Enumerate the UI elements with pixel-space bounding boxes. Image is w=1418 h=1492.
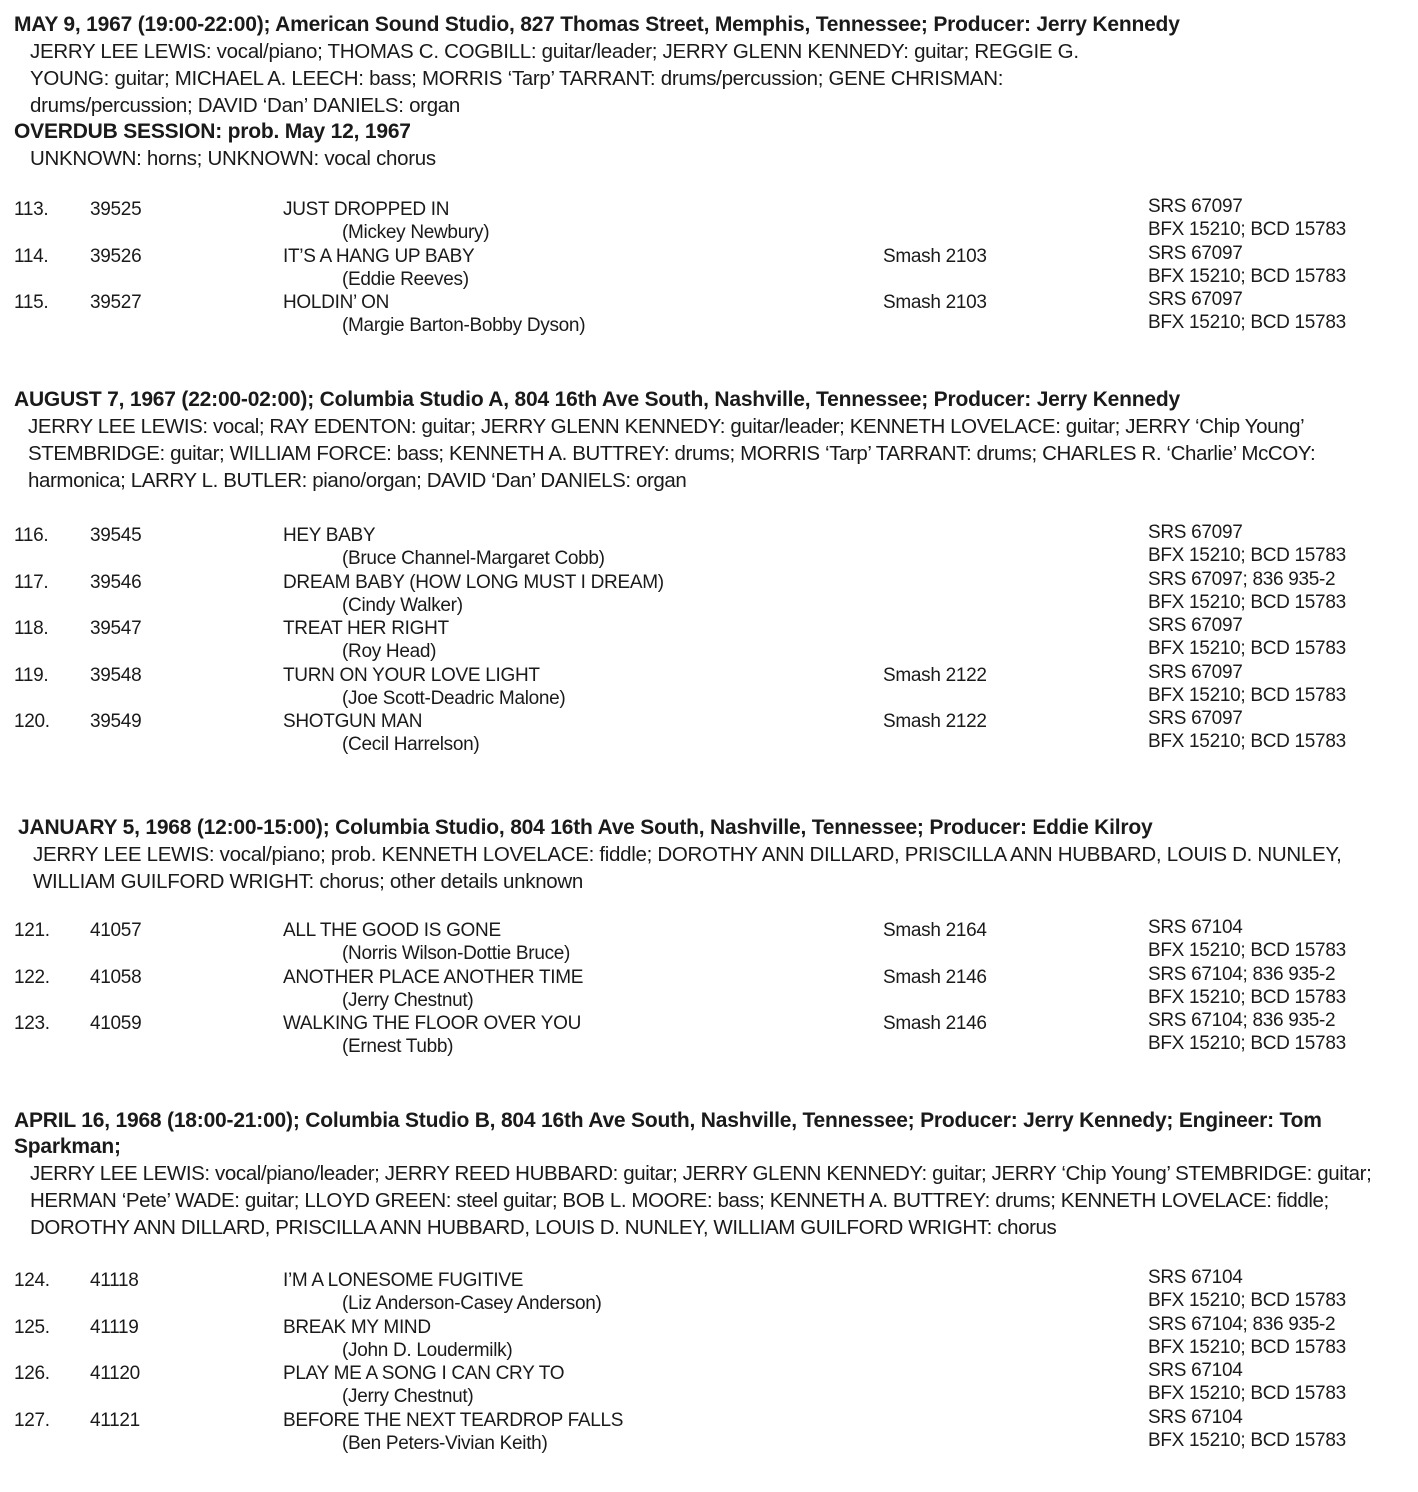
composer: (Ernest Tubb) — [342, 1036, 454, 1057]
track-row — [0, 568, 1418, 618]
session-musicians: JERRY LEE LEWIS: vocal/piano; prob. KENNETH LOVELACE: fiddle; DOROTHY ANN DILLARD, PRISCILLA ANN HUBBARD, LOUIS D. NUNLEY, WILLIAM GUILFORD WRIGHT: chorus; other details unknown — [33, 843, 1342, 893]
song-title: I’M A LONESOME FUGITIVE — [283, 1270, 524, 1291]
matrix-number: 41058 — [90, 966, 142, 988]
song-title: ANOTHER PLACE ANOTHER TIME — [283, 966, 584, 988]
album-release: SRS 67104; 836 935-2 — [1148, 963, 1336, 985]
track-row — [0, 710, 1418, 757]
song-title: TURN ON YOUR LOVE LIGHT — [283, 664, 540, 686]
reissue-release: BFX 15210; BCD 15783 — [1148, 591, 1346, 613]
song-title: PLAY ME A SONG I CAN CRY TO — [283, 1363, 565, 1384]
reissue-release: BFX 15210; BCD 15783 — [1148, 1033, 1346, 1054]
song-title: TREAT HER RIGHT — [283, 618, 449, 639]
album-release: SRS 67097 — [1148, 522, 1243, 543]
single-release: Smash 2146 — [883, 1013, 987, 1034]
album-release: SRS 67097; 836 935-2 — [1148, 568, 1336, 590]
composer: (Cindy Walker) — [342, 594, 463, 616]
session-musicians: JERRY LEE LEWIS: vocal/piano; THOMAS C. COGBILL: guitar/leader; JERRY GLENN KENNEDY: guitar; REGGIE G. YOUNG: guitar; MICHAEL A. LEECH: bass; MORRIS ‘Tarp’ TARRANT: drums/percussion; GENE CHRISMAN: drums/percussion; DAVID ‘Dan’ DANIELS: organ — [30, 40, 1079, 117]
matrix-number: 39547 — [90, 618, 142, 639]
single-release: Smash 2103 — [883, 245, 987, 267]
matrix-number: 39545 — [90, 525, 142, 546]
track-number: 124. — [14, 1270, 50, 1291]
composer: (Jerry Chestnut) — [342, 989, 474, 1011]
song-title: BEFORE THE NEXT TEARDROP FALLS — [283, 1409, 624, 1431]
reissue-release: BFX 15210; BCD 15783 — [1148, 219, 1346, 240]
track-row — [0, 242, 1418, 292]
matrix-number: 41121 — [90, 1409, 140, 1431]
session-header: AUGUST 7, 1967 (22:00-02:00); Columbia Studio A, 804 16th Ave South, Nashville, Tennessee; Producer: Jerry Kennedy — [14, 388, 1181, 411]
composer: (Mickey Newbury) — [342, 222, 490, 243]
track-row — [0, 1012, 1418, 1059]
session-january-1968 — [0, 815, 1418, 1059]
song-title: HOLDIN’ ON — [283, 292, 390, 313]
reissue-release: BFX 15210; BCD 15783 — [1148, 265, 1346, 287]
matrix-number: 41120 — [90, 1363, 140, 1384]
track-row — [0, 963, 1418, 1013]
album-release: SRS 67097 — [1148, 242, 1243, 264]
matrix-number: 39546 — [90, 571, 142, 593]
matrix-number: 39548 — [90, 664, 142, 686]
composer: (Eddie Reeves) — [342, 268, 469, 290]
composer: (Margie Barton-Bobby Dyson) — [342, 315, 586, 336]
reissue-release: BFX 15210; BCD 15783 — [1148, 1336, 1346, 1358]
song-title: JUST DROPPED IN — [283, 199, 450, 220]
matrix-number: 41119 — [90, 1316, 139, 1338]
track-number: 123. — [14, 1013, 50, 1034]
composer: (Joe Scott-Deadric Malone) — [342, 687, 566, 709]
composer: (Ben Peters-Vivian Keith) — [342, 1432, 548, 1454]
track-row — [0, 1406, 1418, 1456]
song-title: BREAK MY MIND — [283, 1316, 431, 1338]
track-row — [0, 919, 1418, 966]
reissue-release: BFX 15210; BCD 15783 — [1148, 312, 1346, 333]
track-list — [0, 198, 1418, 338]
track-number: 127. — [14, 1409, 50, 1431]
track-row — [0, 291, 1418, 338]
track-number: 119. — [14, 664, 49, 686]
track-row — [0, 1362, 1418, 1409]
session-may-1967 — [0, 12, 1418, 338]
album-release: SRS 67097 — [1148, 708, 1243, 729]
single-release: Smash 2164 — [883, 920, 987, 941]
single-release: Smash 2122 — [883, 664, 987, 686]
track-number: 117. — [14, 571, 49, 593]
track-number: 125. — [14, 1316, 50, 1338]
song-title: HEY BABY — [283, 525, 376, 546]
song-title: DREAM BABY (HOW LONG MUST I DREAM) — [283, 571, 664, 593]
reissue-release: BFX 15210; BCD 15783 — [1148, 545, 1346, 566]
track-list — [0, 919, 1418, 1059]
reissue-release: BFX 15210; BCD 15783 — [1148, 684, 1346, 706]
matrix-number: 41057 — [90, 920, 142, 941]
track-number: 115. — [14, 292, 49, 313]
composer: (Liz Anderson-Casey Anderson) — [342, 1293, 602, 1314]
single-release: Smash 2122 — [883, 711, 987, 732]
matrix-number: 41118 — [90, 1270, 139, 1291]
album-release: SRS 67097 — [1148, 661, 1243, 683]
session-header: JANUARY 5, 1968 (12:00-15:00); Columbia Studio, 804 16th Ave South, Nashville, Tennessee; Producer: Eddie Kilroy — [18, 816, 1153, 839]
overdub-header: OVERDUB SESSION: prob. May 12, 1967 — [14, 120, 411, 143]
matrix-number: 39525 — [90, 199, 142, 220]
track-row — [0, 617, 1418, 664]
track-number: 113. — [14, 199, 49, 220]
track-number: 126. — [14, 1363, 50, 1384]
song-title: WALKING THE FLOOR OVER YOU — [283, 1013, 582, 1034]
track-number: 122. — [14, 966, 50, 988]
track-list — [0, 524, 1418, 757]
album-release: SRS 67097 — [1148, 615, 1243, 636]
album-release: SRS 67097 — [1148, 196, 1243, 217]
track-row — [0, 1269, 1418, 1316]
composer: (John D. Loudermilk) — [342, 1339, 513, 1361]
track-list — [0, 1269, 1418, 1455]
track-number: 114. — [14, 245, 49, 267]
album-release: SRS 67097 — [1148, 289, 1243, 310]
composer: (Bruce Channel-Margaret Cobb) — [342, 548, 605, 569]
album-release: SRS 67104 — [1148, 1267, 1243, 1288]
album-release: SRS 67104 — [1148, 917, 1243, 938]
track-row — [0, 198, 1418, 245]
composer: (Roy Head) — [342, 641, 437, 662]
session-musicians: JERRY LEE LEWIS: vocal; RAY EDENTON: guitar; JERRY GLENN KENNEDY: guitar/leader; KENNETH LOVELACE: guitar; JERRY ‘Chip Young’ STEMBRIDGE: guitar; WILLIAM FORCE: bass; KENNETH A. BUTTREY: drums; MORRIS ‘Tarp’ TARRANT: drums; CHARLES R. ‘Charlie’ McCOY: harmonica; LARRY L. BUTLER: piano/organ; DAVID ‘Dan’ DANIELS: organ — [28, 415, 1316, 492]
song-title: SHOTGUN MAN — [283, 711, 423, 732]
song-title: IT’S A HANG UP BABY — [283, 245, 475, 267]
album-release: SRS 67104 — [1148, 1406, 1243, 1428]
composer: (Norris Wilson-Dottie Bruce) — [342, 943, 571, 964]
reissue-release: BFX 15210; BCD 15783 — [1148, 1290, 1346, 1311]
session-musicians: JERRY LEE LEWIS: vocal/piano/leader; JERRY REED HUBBARD: guitar; JERRY GLENN KENNEDY: guitar; JERRY ‘Chip Young’ STEMBRIDGE: guitar; HERMAN ‘Pete’ WADE: guitar; LLOYD GREEN: steel guitar; BOB L. MOORE: bass; KENNETH A. BUTTREY: drums; KENNETH LOVELACE: fiddle; DOROTHY ANN DILLARD, PRISCILLA ANN HUBBARD, LOUIS D. NUNLEY, WILLIAM GUILFORD WRIGHT: chorus — [30, 1162, 1372, 1239]
reissue-release: BFX 15210; BCD 15783 — [1148, 940, 1346, 961]
album-release: SRS 67104; 836 935-2 — [1148, 1313, 1336, 1335]
session-april-1968 — [0, 1108, 1418, 1455]
session-header: APRIL 16, 1968 (18:00-21:00); Columbia Studio B, 804 16th Ave South, Nashville, Tennessee; Producer: Jerry Kennedy; Engineer: Tom Sparkman; — [14, 1109, 1322, 1158]
album-release: SRS 67104 — [1148, 1360, 1243, 1381]
track-row — [0, 1313, 1418, 1363]
matrix-number: 39549 — [90, 711, 142, 732]
track-row — [0, 661, 1418, 711]
track-number: 116. — [14, 525, 49, 546]
matrix-number: 41059 — [90, 1013, 142, 1034]
matrix-number: 39526 — [90, 245, 142, 267]
song-title: ALL THE GOOD IS GONE — [283, 920, 501, 941]
album-release: SRS 67104; 836 935-2 — [1148, 1010, 1336, 1031]
track-number: 120. — [14, 711, 50, 732]
track-number: 121. — [14, 920, 50, 941]
overdub-musicians: UNKNOWN: horns; UNKNOWN: vocal chorus — [30, 147, 436, 170]
reissue-release: BFX 15210; BCD 15783 — [1148, 1383, 1346, 1404]
reissue-release: BFX 15210; BCD 15783 — [1148, 638, 1346, 659]
reissue-release: BFX 15210; BCD 15783 — [1148, 1429, 1346, 1451]
reissue-release: BFX 15210; BCD 15783 — [1148, 986, 1346, 1008]
track-row — [0, 524, 1418, 571]
single-release: Smash 2103 — [883, 292, 987, 313]
single-release: Smash 2146 — [883, 966, 987, 988]
composer: (Jerry Chestnut) — [342, 1386, 474, 1407]
reissue-release: BFX 15210; BCD 15783 — [1148, 731, 1346, 752]
session-august-1967 — [0, 387, 1418, 757]
session-header: MAY 9, 1967 (19:00-22:00); American Sound Studio, 827 Thomas Street, Memphis, Tennessee; Producer: Jerry Kennedy — [14, 13, 1180, 36]
composer: (Cecil Harrelson) — [342, 734, 480, 755]
track-number: 118. — [14, 618, 49, 639]
matrix-number: 39527 — [90, 292, 142, 313]
